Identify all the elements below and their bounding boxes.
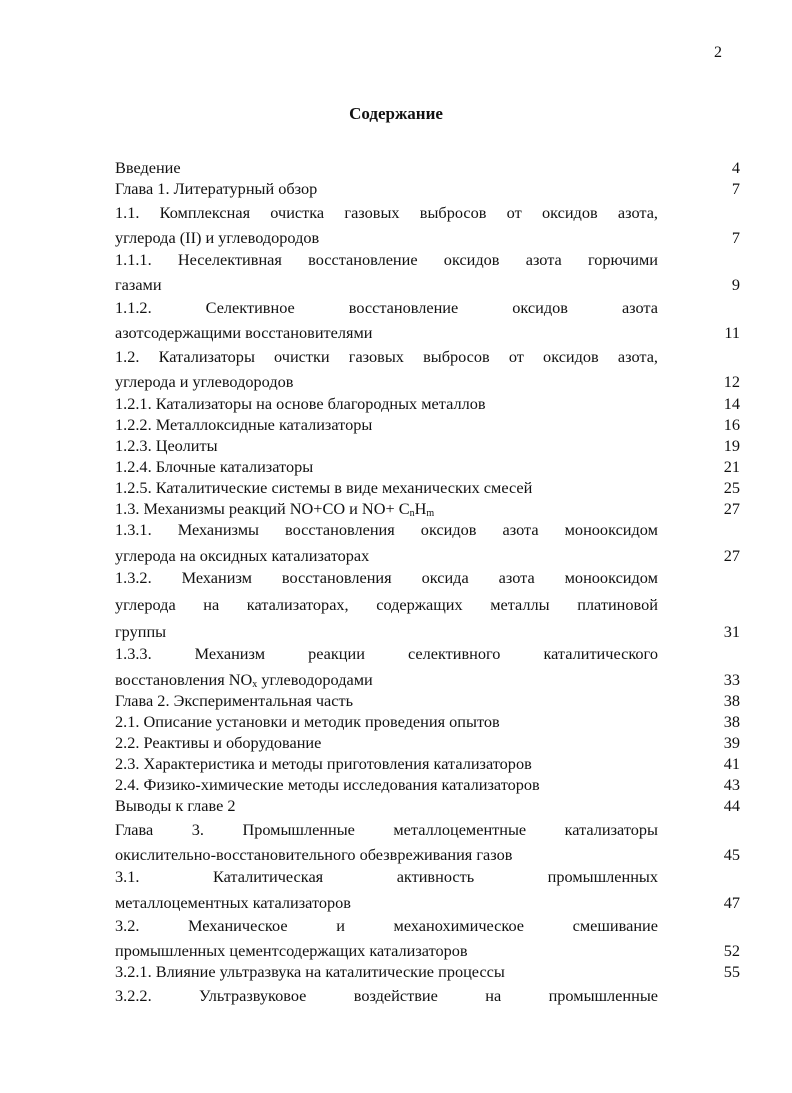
toc-entry-1-1-1-cont: газами: [115, 275, 162, 294]
toc-word: и: [336, 916, 345, 935]
toc-entry-chapter-3: [115, 820, 658, 840]
toc-word: от: [508, 347, 524, 366]
toc-word: оксидов: [512, 298, 568, 317]
toc-page: 27: [723, 546, 740, 565]
toc-word: катализаторы: [564, 820, 658, 839]
toc-page: 12: [723, 372, 740, 391]
toc-word: оксида: [421, 568, 469, 587]
toc-word: 3.2.: [115, 916, 140, 935]
toc-word: активность: [396, 867, 475, 886]
toc-page: 38: [723, 691, 740, 710]
toc-entry-1-1-cont: углерода (II) и углеводородов: [115, 228, 320, 247]
toc-entry-2-4: 2.4. Физико-химические методы исследования катализаторов: [115, 775, 540, 794]
toc-page: 21: [723, 457, 740, 476]
toc-word: на: [203, 595, 220, 614]
toc-word: восстановления: [281, 568, 392, 587]
toc-word: оксидов: [541, 203, 598, 222]
toc-entry-introduction: Введение: [115, 158, 181, 177]
toc-word: Промышленные: [242, 820, 355, 839]
toc-word: восстановление: [308, 250, 418, 269]
toc-word: монооксидом: [564, 520, 658, 539]
toc-entry-chapter-3-cont: окислительно-восстановительного обезвреживания газов: [115, 845, 513, 864]
toc-word: реакции: [308, 644, 365, 663]
toc-entry-1-2: [115, 347, 658, 367]
toc-word: газовых: [348, 347, 404, 366]
toc-entry-3-2-cont: промышленных цементсодержащих катализаторов: [115, 941, 468, 960]
toc-entry-1-3-2-cont: группы: [115, 622, 167, 641]
toc-word: 1.2.: [115, 347, 140, 366]
toc-entry-1-3-1-cont: углерода на оксидных катализаторах: [115, 546, 370, 565]
toc-word: катализаторах,: [246, 595, 349, 614]
toc-word: воздействие: [353, 986, 438, 1005]
toc-word: 3.2.2.: [115, 986, 152, 1005]
toc-entry-2-2: 2.2. Реактивы и оборудование: [115, 733, 322, 752]
toc-word: Неселективная: [177, 250, 282, 269]
toc-entry-1-2-cont: углерода и углеводородов: [115, 372, 294, 391]
toc-entry-3-1-cont: металлоцементных катализаторов: [115, 893, 351, 912]
toc-entry-1-2-3: 1.2.3. Цеолиты: [115, 436, 218, 455]
toc-entry-2-3: 2.3. Характеристика и методы приготовления катализаторов: [115, 754, 532, 773]
toc-text: углеводородами: [257, 670, 373, 689]
toc-page: 38: [723, 712, 740, 731]
toc-page: 41: [723, 754, 740, 773]
toc-entry-1-3-2: [115, 568, 658, 588]
toc-page: 44: [723, 796, 740, 815]
toc-word: 1.1.2.: [115, 298, 152, 317]
toc-word: механохимическое: [393, 916, 525, 935]
toc-word: монооксидом: [564, 568, 658, 587]
toc-page: 7: [731, 179, 740, 198]
toc-entry-2-1: 2.1. Описание установки и методик проведения опытов: [115, 712, 500, 731]
subscript: x: [252, 679, 258, 690]
toc-entry-1-3-3: [115, 644, 658, 664]
toc-word: 1.1.: [115, 203, 140, 222]
toc-entry-1-2-4: 1.2.4. Блочные катализаторы: [115, 457, 314, 476]
toc-word: оксидов: [543, 347, 599, 366]
toc-page: 55: [723, 962, 740, 981]
toc-word: металлы: [490, 595, 550, 614]
toc-entry-1-1-2: [115, 298, 658, 318]
toc-entry-3-2: [115, 916, 658, 936]
toc-word: 1.1.1.: [115, 250, 152, 269]
toc-word: очистка: [270, 203, 325, 222]
toc-page: 47: [723, 893, 740, 912]
page-title: Содержание: [349, 104, 443, 123]
toc-word: селективного: [407, 644, 501, 663]
toc-word: газовых: [344, 203, 400, 222]
toc-word: на: [485, 986, 502, 1005]
toc-entry-1-2-2: 1.2.2. Металлоксидные катализаторы: [115, 415, 373, 434]
toc-page: 25: [723, 478, 740, 497]
toc-word: восстановление: [348, 298, 459, 317]
toc-entry-1-1-1: [115, 250, 658, 270]
toc-word: азота,: [617, 347, 658, 366]
toc-page: 11: [724, 323, 740, 342]
toc-page: 7: [731, 228, 740, 247]
toc-word: выбросов: [423, 347, 490, 366]
toc-page: 27: [723, 499, 740, 518]
toc-word: промышленных: [547, 867, 658, 886]
toc-word: смешивание: [572, 916, 658, 935]
toc-entry-1-3: [115, 499, 658, 519]
toc-word: Ультразвуковое: [199, 986, 307, 1005]
toc-page: 43: [723, 775, 740, 794]
toc-word: Глава: [115, 820, 154, 839]
toc-word: Механизм: [194, 644, 266, 663]
toc-entry-3-2-2: [115, 986, 658, 1006]
toc-page: 45: [723, 845, 740, 864]
toc-word: Комплексная: [159, 203, 251, 222]
toc-entry-1-2-5: 1.2.5. Каталитические системы в виде механических смесей: [115, 478, 533, 497]
toc-word: выбросов: [419, 203, 487, 222]
toc-page: 4: [731, 158, 740, 177]
toc-entry-chapter-2: Глава 2. Экспериментальная часть: [115, 691, 354, 710]
toc-word: 1.3.3.: [115, 644, 152, 663]
toc-entry-1-2-1: 1.2.1. Катализаторы на основе благородных металлов: [115, 394, 486, 413]
toc-word: 3.1.: [115, 867, 140, 886]
toc-page: 16: [723, 415, 740, 434]
toc-word: 1.3.2.: [115, 568, 152, 587]
toc-word: горючими: [587, 250, 658, 269]
toc-entry-1-3-2-line2: [115, 595, 658, 615]
toc-text: H: [414, 499, 427, 518]
toc-page: 39: [723, 733, 740, 752]
toc-page: 31: [723, 622, 740, 641]
toc-entry-conclusions-2: Выводы к главе 2: [115, 796, 236, 815]
toc-page: 19: [723, 436, 740, 455]
toc-word: платиновой: [577, 595, 658, 614]
toc-word: очистки: [274, 347, 330, 366]
subscript: m: [426, 508, 435, 519]
toc-word: углерода: [115, 595, 176, 614]
toc-word: металлоцементные: [393, 820, 527, 839]
toc-entry-3-2-1: 3.2.1. Влияние ультразвука на каталитические процессы: [115, 962, 505, 981]
toc-text: восстановления NO: [115, 670, 253, 689]
toc-word: 3.: [191, 820, 204, 839]
toc-text: 1.3. Механизмы реакций NO+CO и NO+ C: [115, 499, 410, 518]
toc-word: восстановления: [285, 520, 395, 539]
toc-word: оксидов: [443, 250, 500, 269]
toc-page: 14: [723, 394, 740, 413]
toc-word: Катализаторы: [158, 347, 255, 366]
toc-word: от: [506, 203, 522, 222]
page-number: 2: [714, 44, 722, 61]
toc-page: 9: [731, 275, 740, 294]
toc-word: промышленные: [548, 986, 658, 1005]
toc-word: азота: [525, 250, 562, 269]
toc-word: Механическое: [188, 916, 288, 935]
toc-word: азота,: [617, 203, 658, 222]
toc-word: Механизм: [181, 568, 252, 587]
toc-entry-1-1: [115, 203, 658, 223]
toc-word: азота: [502, 520, 539, 539]
toc-entry-1-3-3-cont: [115, 670, 658, 690]
toc-entry-chapter-1: Глава 1. Литературный обзор: [115, 179, 318, 198]
toc-entry-1-3-1: [115, 520, 658, 540]
subscript: n: [409, 508, 415, 519]
toc-page: 33: [723, 670, 740, 689]
toc-word: Каталитическая: [212, 867, 324, 886]
toc-word: содержащих: [376, 595, 463, 614]
toc-entry-3-1: [115, 867, 658, 887]
toc-page: 52: [723, 941, 740, 960]
toc-word: Селективное: [205, 298, 295, 317]
toc-entry-1-1-2-cont: азотсодержащими восстановителями: [115, 323, 373, 342]
toc-word: каталитического: [543, 644, 658, 663]
toc-word: Механизмы: [177, 520, 259, 539]
toc-word: 1.3.1.: [115, 520, 152, 539]
toc-word: оксидов: [420, 520, 477, 539]
toc-word: азота: [621, 298, 658, 317]
toc-word: азота: [498, 568, 535, 587]
